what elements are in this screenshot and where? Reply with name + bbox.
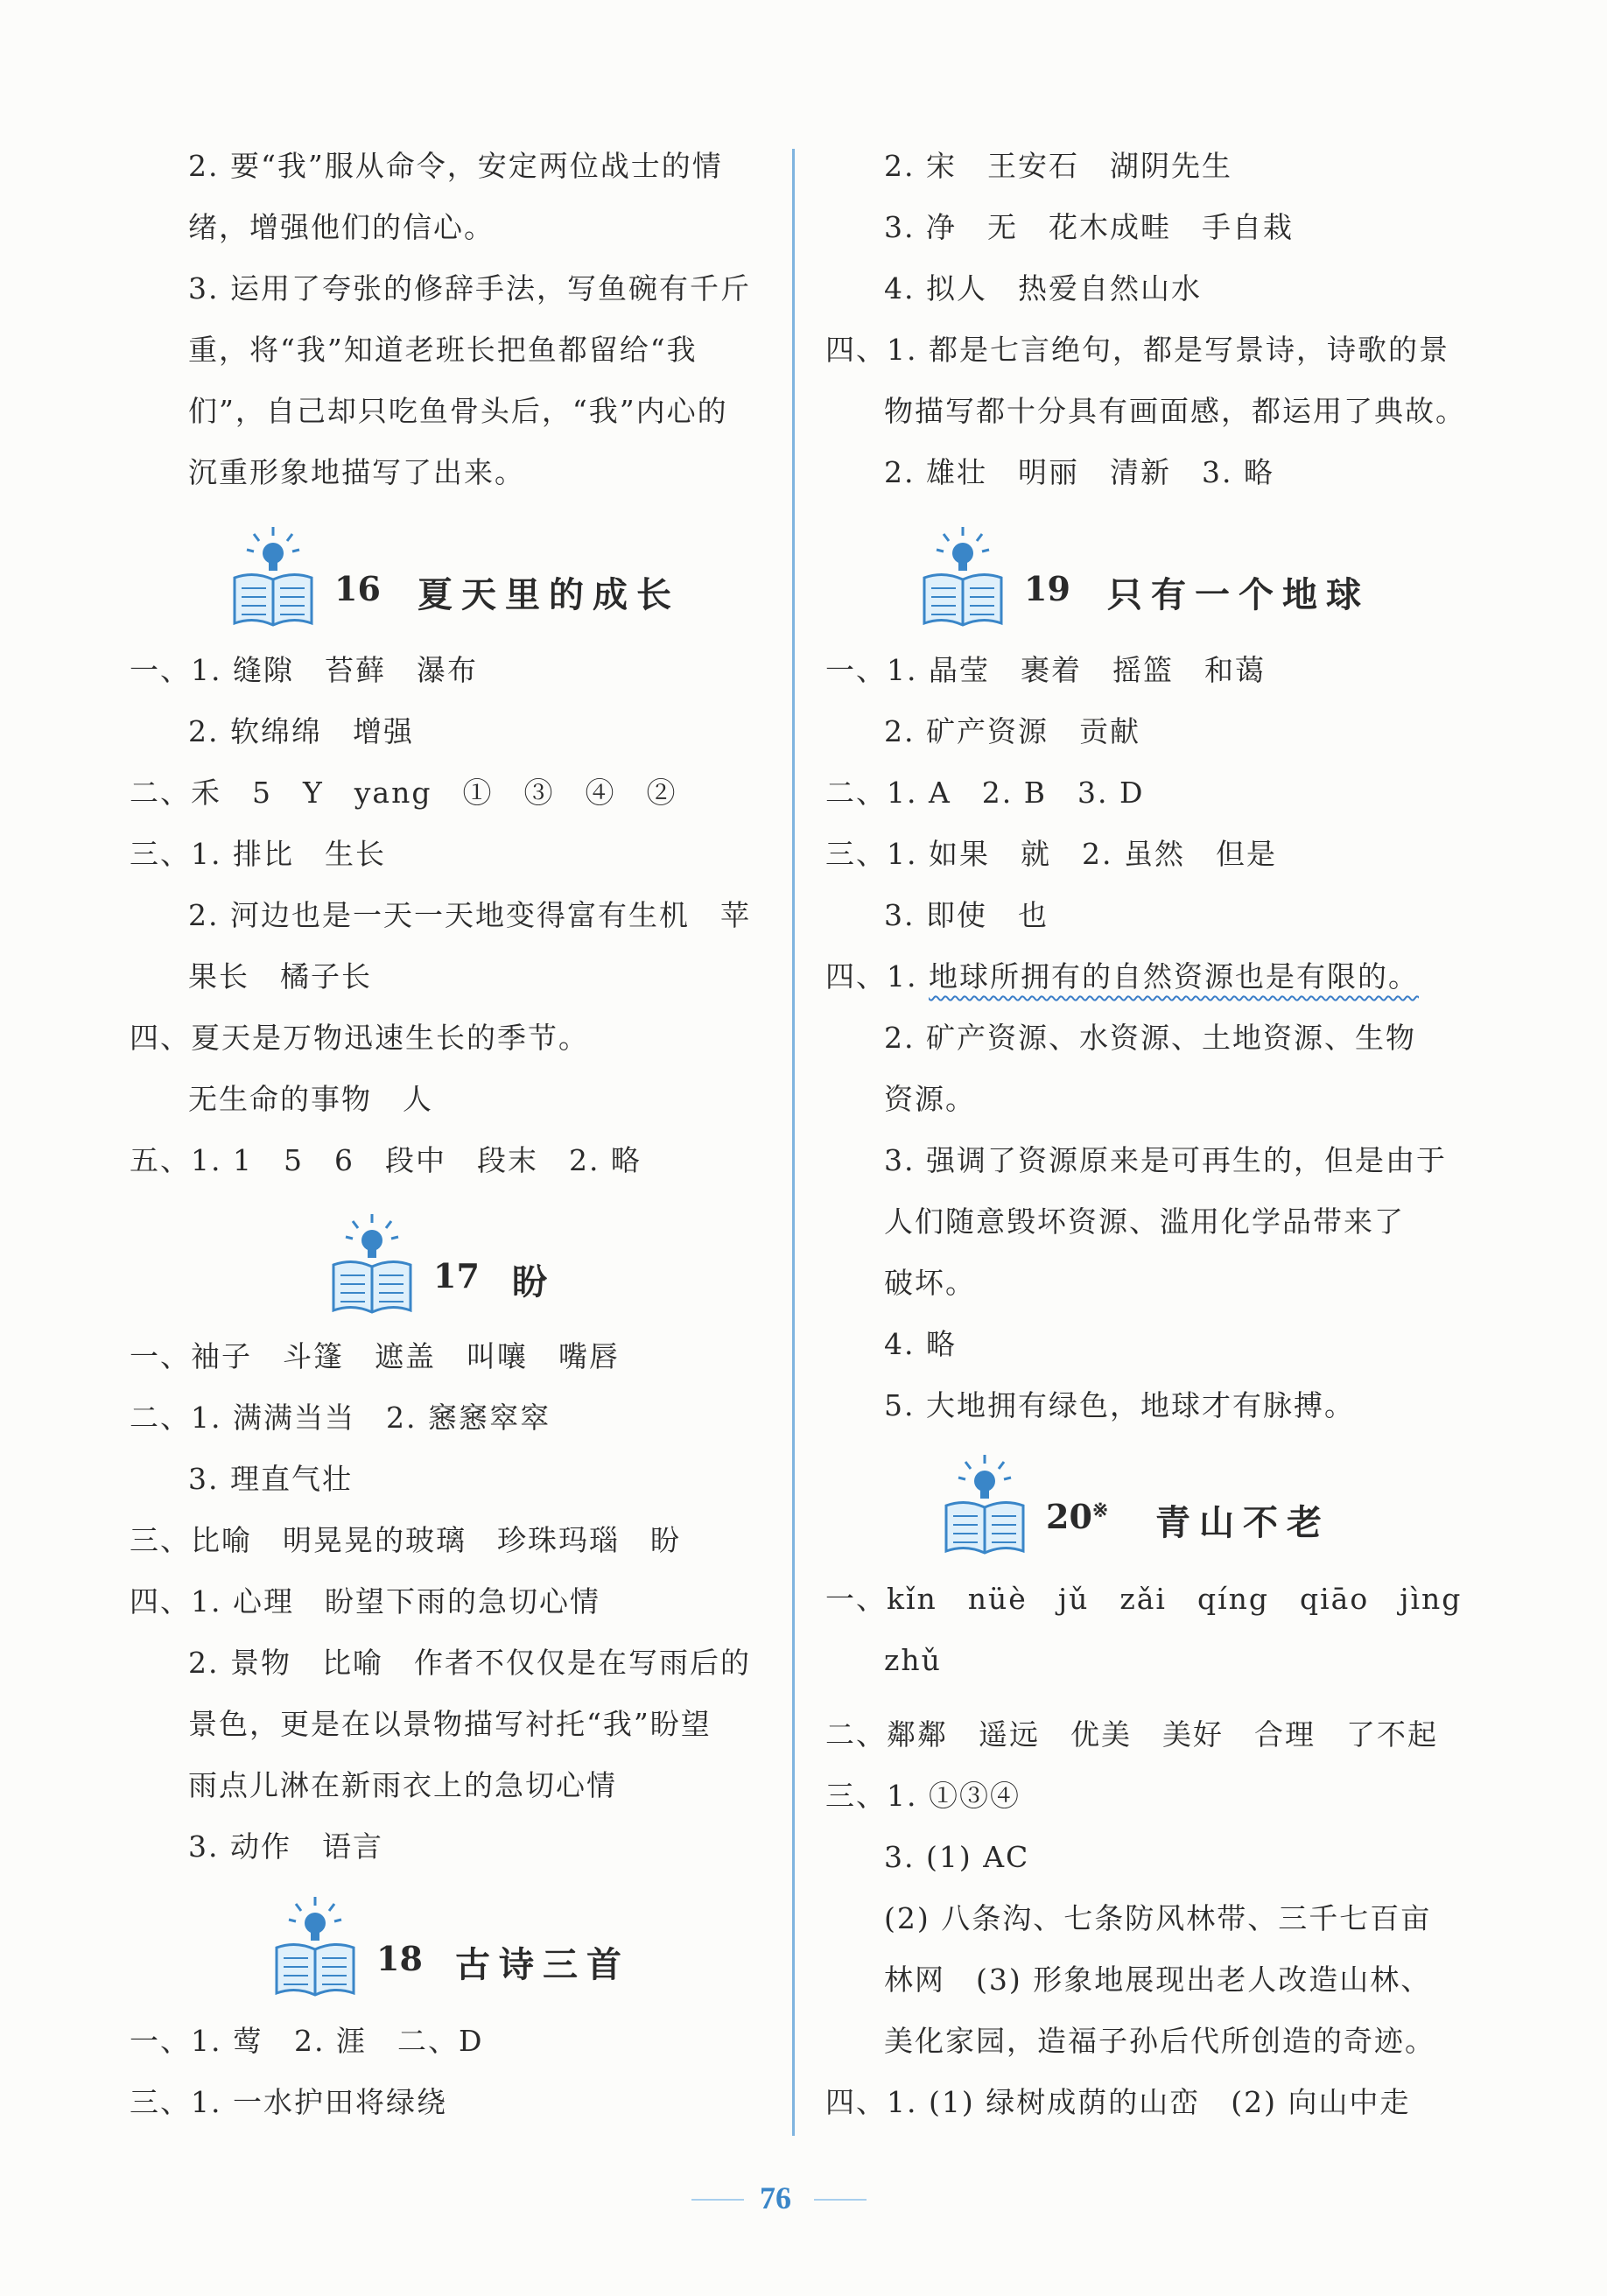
answer-line: 三、1. 一水护田将绿绕 xyxy=(130,2085,447,2119)
page-number: 76 xyxy=(760,2180,791,2215)
answer-line: 4. 略 xyxy=(884,1327,957,1361)
answer-line: 五、1. 1 5 6 段中 段末 2. 略 xyxy=(130,1143,642,1177)
answer-line: 绪，增强他们的信心。 xyxy=(188,210,495,244)
lesson-number-digits: 20 xyxy=(1046,1497,1092,1536)
lesson-number xyxy=(1046,1497,1108,1536)
answer-line: 四、1. (1) 绿树成荫的山峦 (2) 向山中走 xyxy=(825,2085,1411,2119)
lesson-number: 19 xyxy=(1024,569,1070,608)
answer-line: 一、kǐn nüè jǔ zǎi qíng qiāo jìng xyxy=(825,1582,1463,1616)
answer-line: 3. 净 无 花木成畦 手自栽 xyxy=(884,210,1294,244)
lesson-title: 夏天里的成长 xyxy=(418,575,680,615)
answer-line: 二、鄰鄰 遥远 优美 美好 合理 了不起 xyxy=(825,1717,1438,1752)
answer-line: 景色，更是在以景物描写衬托“我”盼望 xyxy=(188,1707,712,1741)
answer-line: 人们随意毁坏资源、滥用化学品带来了 xyxy=(884,1204,1405,1239)
answer-line: 沉重形象地描写了出来。 xyxy=(188,455,525,489)
right-column xyxy=(796,0,1607,2241)
answer-line: 们”，自己却只吃鱼骨头后，“我”内心的 xyxy=(188,394,728,428)
answer-line: 四、1. 心理 盼望下雨的急切心情 xyxy=(130,1584,600,1618)
answer-line: 一、1. 莺 2. 涯 二、D xyxy=(130,2024,484,2058)
answer-line: 2. 河边也是一天一天地变得富有生机 苹 xyxy=(188,898,751,932)
lesson-heading-18 xyxy=(271,1895,709,2000)
answer-line: 破坏。 xyxy=(884,1266,976,1300)
answer-line: 三、比喻 明晃晃的玻璃 珍珠玛瑙 盼 xyxy=(130,1523,681,1557)
answer-line: 3. 理直气壮 xyxy=(188,1462,353,1496)
answer-line: 林网 (3) 形象地展现出老人改造山林、 xyxy=(884,1962,1432,1997)
answer-line: 2. 要“我”服从命令，安定两位战士的情 xyxy=(188,149,723,183)
answer-line: 雨点儿淋在新雨衣上的急切心情 xyxy=(188,1768,617,1802)
book-lightbulb-icon xyxy=(919,525,1007,630)
book-lightbulb-icon xyxy=(271,1895,359,2000)
answer-line: 一、1. 缝隙 苔藓 瀑布 xyxy=(130,653,478,687)
answer-line: 二、1. A 2. B 3. D xyxy=(825,776,1145,810)
lesson-title: 只有一个地球 xyxy=(1107,575,1370,615)
lesson-heading-20 xyxy=(941,1453,1466,1558)
book-lightbulb-icon xyxy=(328,1212,416,1317)
answer-line: 3. (1) AC xyxy=(884,1840,1030,1874)
answer-line: 3. 即使 也 xyxy=(884,898,1049,932)
page-number-rule-left xyxy=(691,2199,744,2201)
book-lightbulb-icon xyxy=(229,525,317,630)
answer-line: 四、夏天是万物迅速生长的季节。 xyxy=(130,1021,589,1055)
lesson-title: 青山不老 xyxy=(1155,1503,1330,1543)
answer-line: 四、1. 都是七言绝句，都是写景诗，诗歌的景 xyxy=(825,333,1449,367)
answer-line: 一、1. 晶莹 裹着 摇篮 和蔼 xyxy=(825,653,1266,687)
lesson-title: 古诗三首 xyxy=(455,1945,630,1985)
answer-line: zhǔ xyxy=(884,1643,942,1677)
lesson-number: 17 xyxy=(433,1256,480,1295)
answer-line: 5. 大地拥有绿色，地球才有脉搏。 xyxy=(884,1388,1355,1422)
answer-line: 重，将“我”知道老班长把鱼都留给“我 xyxy=(188,333,698,367)
lesson-heading-17 xyxy=(328,1212,678,1317)
answer-line: 3. 动作 语言 xyxy=(188,1829,383,1864)
answer-line: 三、1. 排比 生长 xyxy=(130,837,386,871)
answer-line: 3. 运用了夸张的修辞手法，写鱼碗有千斤 xyxy=(188,271,751,305)
left-column xyxy=(0,0,788,2241)
answer-line: 三、1. ①③④ xyxy=(825,1779,1021,1813)
optional-lesson-mark: ※ xyxy=(1091,1499,1109,1522)
page-number-rule-right xyxy=(814,2199,867,2201)
lesson-heading-19 xyxy=(919,525,1444,630)
answer-line: (2) 八条沟、七条防风林带、三千七百亩 xyxy=(884,1901,1432,1935)
column-divider xyxy=(792,149,795,2136)
answer-line: 美化家园，造福子孙后代所创造的奇迹。 xyxy=(884,2024,1435,2058)
answer-line: 2. 宋 王安石 湖阴先生 xyxy=(884,149,1232,183)
lesson-heading-16 xyxy=(229,525,754,630)
answer-line: 2. 矿产资源 贡献 xyxy=(884,714,1140,748)
answer-line: 2. 景物 比喻 作者不仅仅是在写雨后的 xyxy=(188,1646,751,1680)
answer-line: 果长 橘子长 xyxy=(188,959,372,994)
answer-line: 2. 矿产资源、水资源、土地资源、生物 xyxy=(884,1021,1416,1055)
wavy-underlined-sentence: 地球所拥有的自然资源也是有限的。 xyxy=(928,959,1419,994)
answer-line: 2. 雄壮 明丽 清新 3. 略 xyxy=(884,455,1274,489)
lesson-number: 18 xyxy=(376,1939,423,1978)
answer-line: 二、禾 5 Y yang ① ③ ④ ② xyxy=(130,776,677,810)
lesson-number: 16 xyxy=(334,569,381,608)
answer-line: 一、袖子 斗篷 遮盖 叫嚷 嘴唇 xyxy=(130,1339,620,1373)
answer-line: 4. 拟人 热爱自然山水 xyxy=(884,271,1202,305)
answer-line xyxy=(825,958,1419,996)
answer-line: 二、1. 满满当当 2. 窸窸窣窣 xyxy=(130,1401,551,1435)
book-lightbulb-icon xyxy=(941,1453,1028,1558)
answer-line: 物描写都十分具有画面感，都运用了典故。 xyxy=(884,394,1466,428)
answer-line: 3. 强调了资源原来是可再生的，但是由于 xyxy=(884,1143,1447,1177)
answer-line: 资源。 xyxy=(884,1082,976,1116)
answer-line: 无生命的事物 人 xyxy=(188,1082,433,1116)
item-prefix: 四、1. xyxy=(825,959,929,994)
answer-line: 2. 软绵绵 增强 xyxy=(188,714,414,748)
lesson-title: 盼 xyxy=(512,1262,556,1302)
answer-line: 三、1. 如果 就 2. 虽然 但是 xyxy=(825,837,1277,871)
